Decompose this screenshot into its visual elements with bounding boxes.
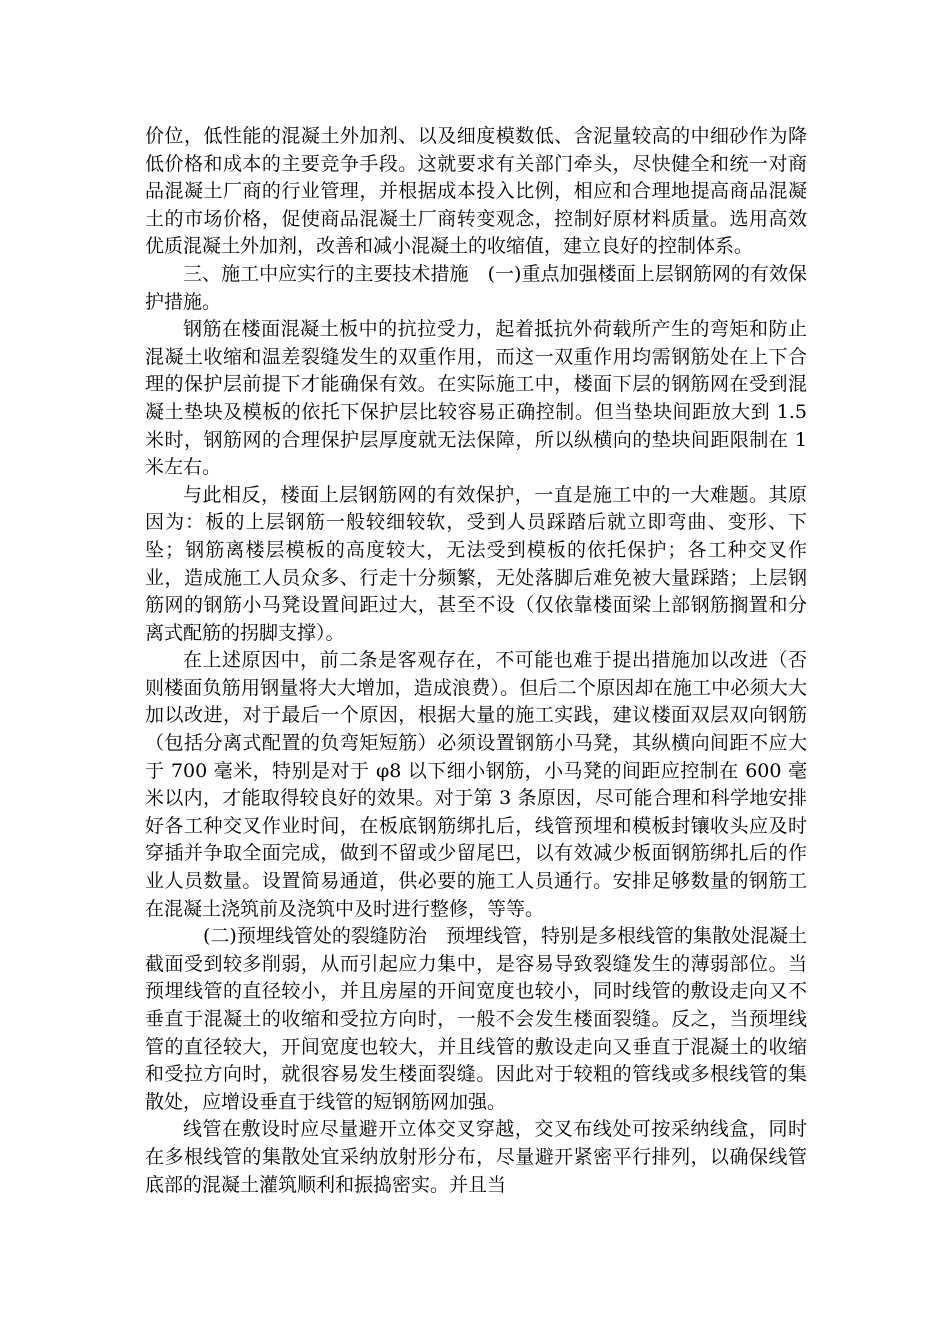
paragraph-improvement-measures: 在上述原因中，前二条是客观存在，不可能也难于提出措施加以改进（否则楼面负筋用钢量将大大增加，造成浪费）。但后二个原因却在施工中必须大大加以改进，对于最后一个原因，根据大量的施工实践，建议楼面双层双向钢筋（包括分离式配置的负弯矩短筋）必须设置钢筋小马凳，其纵横向间距不应大于 700 毫米，特别是对于 φ8 以下细小钢筋，小马凳的间距应控制在 600 毫米以内，才能取得较良好的效果。对于第 3 条原因，尽可能合理和科学地安排好各工种交叉作业时间，在板底钢筋绑扎后，线管预埋和模板封镶收头应及时穿插并争取全面完成，做到不留或少留尾巴，以有效减少板面钢筋绑扎后的作业人员数量。设置简易通道，供必要的施工人员通行。安排足够数量的钢筋工在混凝土浇筑前及浇筑中及时进行整修，等等。 (145, 649, 807, 920)
paragraph-continuation: 价位，低性能的混凝土外加剂、以及细度模数低、含泥量较高的中细砂作为降低价格和成本的主要竞争手段。这就要求有关部门牵头，尽快健全和统一对商品混凝土厂商的行业管理，并根据成本投入比例，相应和合理地提高商品混凝土的市场价格，促使商品混凝土厂商转变观念，控制好原材料质量。选用高效优质混凝土外加剂，改善和减小混凝土的收缩值，建立良好的控制体系。 (145, 125, 807, 258)
paragraph-section-heading: 三、施工中应实行的主要技术措施 (一)重点加强楼面上层钢筋网的有效保护措施。 (145, 262, 807, 313)
paragraph-conduit-laying: 线管在敷设时应尽量避开立体交叉穿越，交叉布线处可按采纳线盒，同时在多根线管的集散处宜采纳放射形分布，尽量避开紧密平行排列，以确保线管底部的混凝土灌筑顺利和振捣密实。并且当 (145, 1118, 807, 1196)
paragraph-rebar-stress: 钢筋在楼面混凝土板中的抗拉受力，起着抵抗外荷载所产生的弯矩和防止混凝土收缩和温差裂缝发生的双重作用，而这一双重作用均需钢筋处在上下合理的保护层前提下才能确保有效。在实际施工中，楼面下层的钢筋网在受到混凝土垫块及模板的依托下保护层比较容易正确控制。但当垫块间距放大到 1.5 米时，钢筋网的合理保护层厚度就无法保障，所以纵横向的垫块间距限制在 1 米左右。 (145, 318, 807, 479)
document-body (145, 123, 807, 1199)
paragraph-conduit-cracks: (二)预埋线管处的裂缝防治 预埋线管，特别是多根线管的集散处混凝土截面受到较多削弱，从而引起应力集中，是容易导致裂缝发生的薄弱部位。当预埋线管的直径较小，并且房屋的开间宽度也较小，同时线管的敷设走向又不垂直于混凝土的收缩和受拉方向时，一般不会发生楼面裂缝。反之，当预埋线管的直径较大，开间宽度也较大，并且线管的敷设走向又垂直于混凝土的收缩和受拉方向时，就很容易发生楼面裂缝。因此对于较粗的管线或多根线管的集散处，应增设垂直于线管的短钢筋网加强。 (145, 925, 807, 1113)
paragraph-upper-mesh-problem: 与此相反，楼面上层钢筋网的有效保护，一直是施工中的一大难题。其原因为：板的上层钢筋一般较细较软，受到人员踩踏后就立即弯曲、变形、下坠；钢筋离楼层模板的高度较大，无法受到模板的依托保护；各工种交叉作业，造成施工人员众多、行走十分频繁，无处落脚后难免被大量踩踏；上层钢筋网的钢筋小马凳设置间距过大，甚至不设（仅依靠楼面梁上部钢筋搁置和分离式配筋的拐脚支撑）。 (145, 483, 807, 644)
